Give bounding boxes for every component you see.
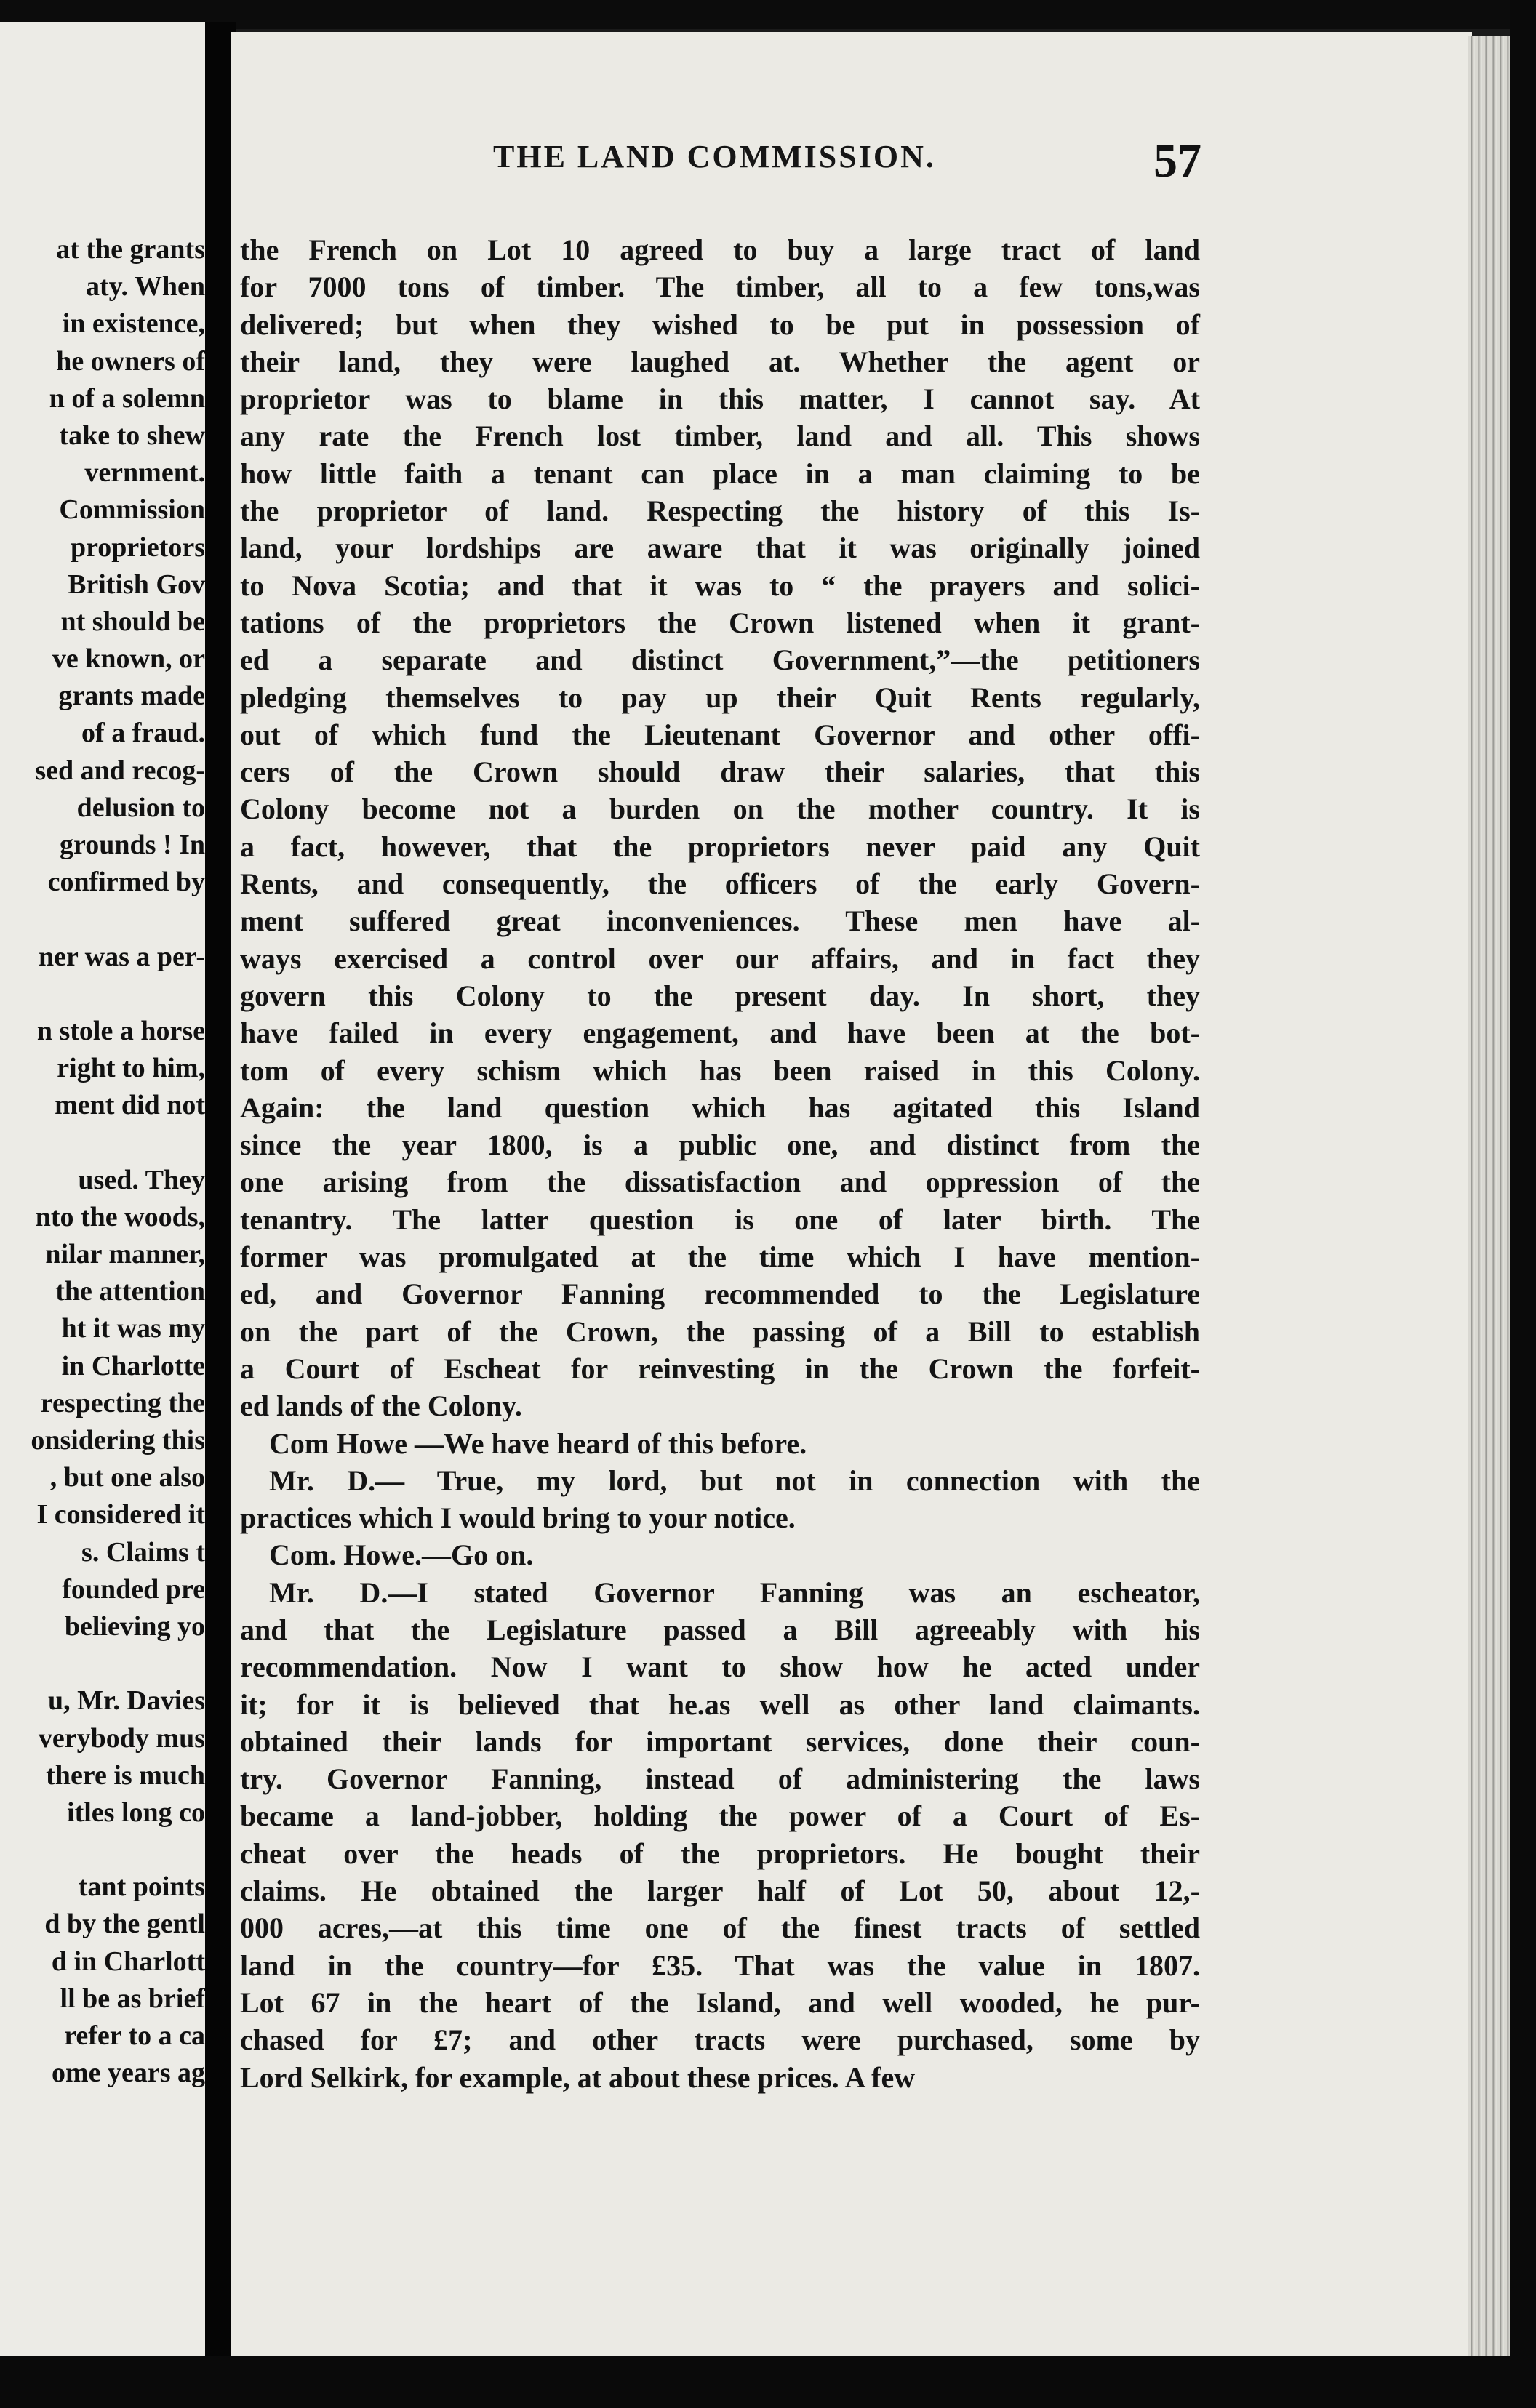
body-line: cheat over the heads of the proprietors. He bought their xyxy=(240,1837,1200,1870)
body-text xyxy=(240,231,1200,2096)
left-page-line: refer to a ca xyxy=(64,2020,205,2051)
body-line: ment suffered great inconveniences. These men have al- xyxy=(240,904,1200,938)
left-page-line: n stole a horse xyxy=(36,1015,205,1046)
left-page-line: , but one also xyxy=(49,1462,205,1493)
body-line: Rents, and consequently, the officers of the early Govern- xyxy=(240,867,1200,901)
body-line: have failed in every engagement, and have been at the bot- xyxy=(240,1016,1200,1050)
left-page-line xyxy=(0,976,205,1013)
body-line: ed lands of the Colony. xyxy=(240,1389,522,1423)
left-page-line: proprietors xyxy=(70,531,205,563)
body-line: for 7000 tons of timber. The timber, all to a few tons,was xyxy=(240,270,1200,304)
body-line: their land, they were laughed at. Whether the agent or xyxy=(240,345,1200,378)
body-line: recommendation. Now I want to show how he acted under xyxy=(240,1650,1200,1684)
left-page-line: at the grants xyxy=(56,234,205,265)
body-line: ed, and Governor Fanning recommended to the Legislature xyxy=(240,1277,1200,1311)
left-page-line: in Charlotte xyxy=(61,1350,205,1381)
left-page-line xyxy=(0,1831,205,1869)
left-page-line: take to shew xyxy=(59,420,205,451)
left-page-line: delusion to xyxy=(76,792,205,823)
left-page-line: vernment. xyxy=(84,457,205,489)
body-line: out of which fund the Lieutenant Governor and other offi- xyxy=(240,718,1200,751)
left-page-line xyxy=(0,901,205,938)
left-page-line: founded pre xyxy=(62,1573,205,1605)
left-page-line: tant points xyxy=(78,1871,205,1903)
left-page-line xyxy=(0,1125,205,1162)
left-page-line: u, Mr. Davies xyxy=(47,1685,205,1717)
left-page-line xyxy=(0,1645,205,1682)
body-line: Com. Howe.—Go on. xyxy=(269,1538,534,1572)
left-page-line: nilar manner, xyxy=(45,1239,205,1270)
left-page-line: ll be as brief xyxy=(60,1983,205,2014)
body-line: how little faith a tenant can place in a man claiming to be xyxy=(240,457,1200,490)
body-line: practices which I would bring to your notice. xyxy=(240,1501,796,1535)
left-page-line: n of a solemn xyxy=(49,382,205,414)
body-line: cers of the Crown should draw their salaries, that this xyxy=(240,755,1200,789)
body-line: try. Governor Fanning, instead of administering the laws xyxy=(240,1762,1200,1796)
left-page-line: nto the woods, xyxy=(35,1201,205,1232)
scan-frame-right xyxy=(1510,0,1536,2408)
left-page-line: itles long co xyxy=(67,1797,205,1828)
left-page-line: s. Claims t xyxy=(81,1536,205,1568)
left-page-line: ment did not xyxy=(55,1090,205,1121)
body-line: a fact, however, that the proprietors never paid any Quit xyxy=(240,830,1200,863)
left-page-line: used. They xyxy=(78,1164,205,1195)
body-line: former was promulgated at the time which I have mention- xyxy=(240,1240,1200,1274)
left-page-text xyxy=(0,231,205,2092)
body-line: it; for it is believed that he.as well as other land claimants. xyxy=(240,1687,1200,1721)
left-page-line: ner was a per- xyxy=(38,941,205,972)
left-page-line: believing yo xyxy=(64,1610,205,1642)
body-line: ed a separate and distinct Government,”—the petitioners xyxy=(240,643,1200,677)
body-line: Lord Selkirk, for example, at about these prices. A few xyxy=(240,2060,916,2094)
left-page-fragment xyxy=(0,22,205,2356)
left-page-line: aty. When xyxy=(85,271,205,302)
left-page-line: there is much xyxy=(46,1759,205,1791)
left-page-line: I considered it xyxy=(36,1499,205,1530)
body-line: one arising from the dissatisfaction and oppression of the xyxy=(240,1165,1200,1199)
left-page-line: ve known, or xyxy=(52,643,205,675)
left-page-line: British Gov xyxy=(68,569,205,600)
body-line: chased for £7; and other tracts were purchased, some by xyxy=(240,2023,1200,2057)
body-line: and that the Legislature passed a Bill agreeably with his xyxy=(240,1613,1200,1646)
left-page-line: nt should be xyxy=(60,606,205,637)
left-page-line: Commission xyxy=(59,494,205,526)
body-line: the French on Lot 10 agreed to buy a large tract of land xyxy=(240,233,1200,266)
body-line: tations of the proprietors the Crown listened when it grant- xyxy=(240,606,1200,639)
body-line: pledging themselves to pay up their Quit Rents regularly, xyxy=(240,681,1200,714)
left-page-line: grants made xyxy=(58,681,205,712)
body-line: tenantry. The latter question is one of later birth. The xyxy=(240,1203,1200,1236)
left-page-line: onsidering this xyxy=(31,1425,205,1456)
left-page-line: he owners of xyxy=(56,345,205,377)
page-number: 57 xyxy=(1153,135,1201,188)
body-line: obtained their lands for important services, done their coun- xyxy=(240,1725,1200,1758)
body-line: Again: the land question which has agitated this Island xyxy=(240,1091,1200,1124)
body-line: tom of every schism which has been raised in this Colony. xyxy=(240,1054,1200,1087)
body-line: to Nova Scotia; and that it was to “ the prayers and solici- xyxy=(240,569,1200,602)
page-stack-edge xyxy=(1468,36,1510,2360)
left-page-line: confirmed by xyxy=(47,867,205,898)
body-line: claims. He obtained the larger half of Lot 50, about 12,- xyxy=(240,1874,1200,1908)
body-line: the proprietor of land. Respecting the history of this Is- xyxy=(240,494,1200,528)
left-page-line: grounds ! In xyxy=(60,830,205,860)
left-page-line: the attention xyxy=(55,1276,205,1307)
body-line: Colony become not a burden on the mother country. It is xyxy=(240,792,1200,826)
body-line: proprietor was to blame in this matter, I cannot say. At xyxy=(240,382,1200,416)
body-line: land, your lordships are aware that it was originally joined xyxy=(240,531,1200,565)
body-line: Mr. D.—I stated Governor Fanning was an escheator, xyxy=(269,1576,1200,1609)
body-line: on the part of the Crown, the passing of a Bill to establish xyxy=(240,1315,1200,1348)
left-page-line: in existence, xyxy=(62,308,205,340)
scan-frame-bottom xyxy=(0,2356,1536,2408)
left-page-line: ome years ag xyxy=(51,2058,205,2089)
body-line: Lot 67 in the heart of the Island, and well wooded, he pur- xyxy=(240,1986,1200,2019)
left-page-line: d by the gentl xyxy=(44,1909,205,1940)
left-page-line: sed and recog- xyxy=(35,755,205,786)
body-line: Com Howe —We have heard of this before. xyxy=(269,1426,807,1460)
left-page-line: respecting the xyxy=(40,1387,205,1418)
left-page-line: d in Charlott xyxy=(51,1946,205,1977)
left-page-line: ht it was my xyxy=(61,1313,205,1344)
body-line: ways exercised a control over our affairs, and in fact they xyxy=(240,942,1200,975)
body-line: Mr. D.— True, my lord, but not in connection with the xyxy=(269,1464,1200,1497)
body-line: land in the country—for £35. That was the value in 1807. xyxy=(240,1949,1200,1982)
left-page-line: of a fraud. xyxy=(81,718,205,749)
body-line: 000 acres,—at this time one of the finest tracts of settled xyxy=(240,1911,1200,1945)
body-line: govern this Colony to the present day. In short, they xyxy=(240,979,1200,1012)
left-page-line: verybody mus xyxy=(38,1722,205,1754)
body-line: since the year 1800, is a public one, and distinct from the xyxy=(240,1128,1200,1162)
running-head: THE LAND COMMISSION. xyxy=(493,139,936,174)
left-page-line: right to him, xyxy=(57,1053,205,1084)
body-line: any rate the French lost timber, land and all. This shows xyxy=(240,420,1200,453)
body-line: became a land-jobber, holding the power of a Court of Es- xyxy=(240,1799,1200,1833)
body-line: a Court of Escheat for reinvesting in the Crown the forfeit- xyxy=(240,1352,1200,1385)
body-line: delivered; but when they wished to be put in possession of xyxy=(240,308,1200,341)
